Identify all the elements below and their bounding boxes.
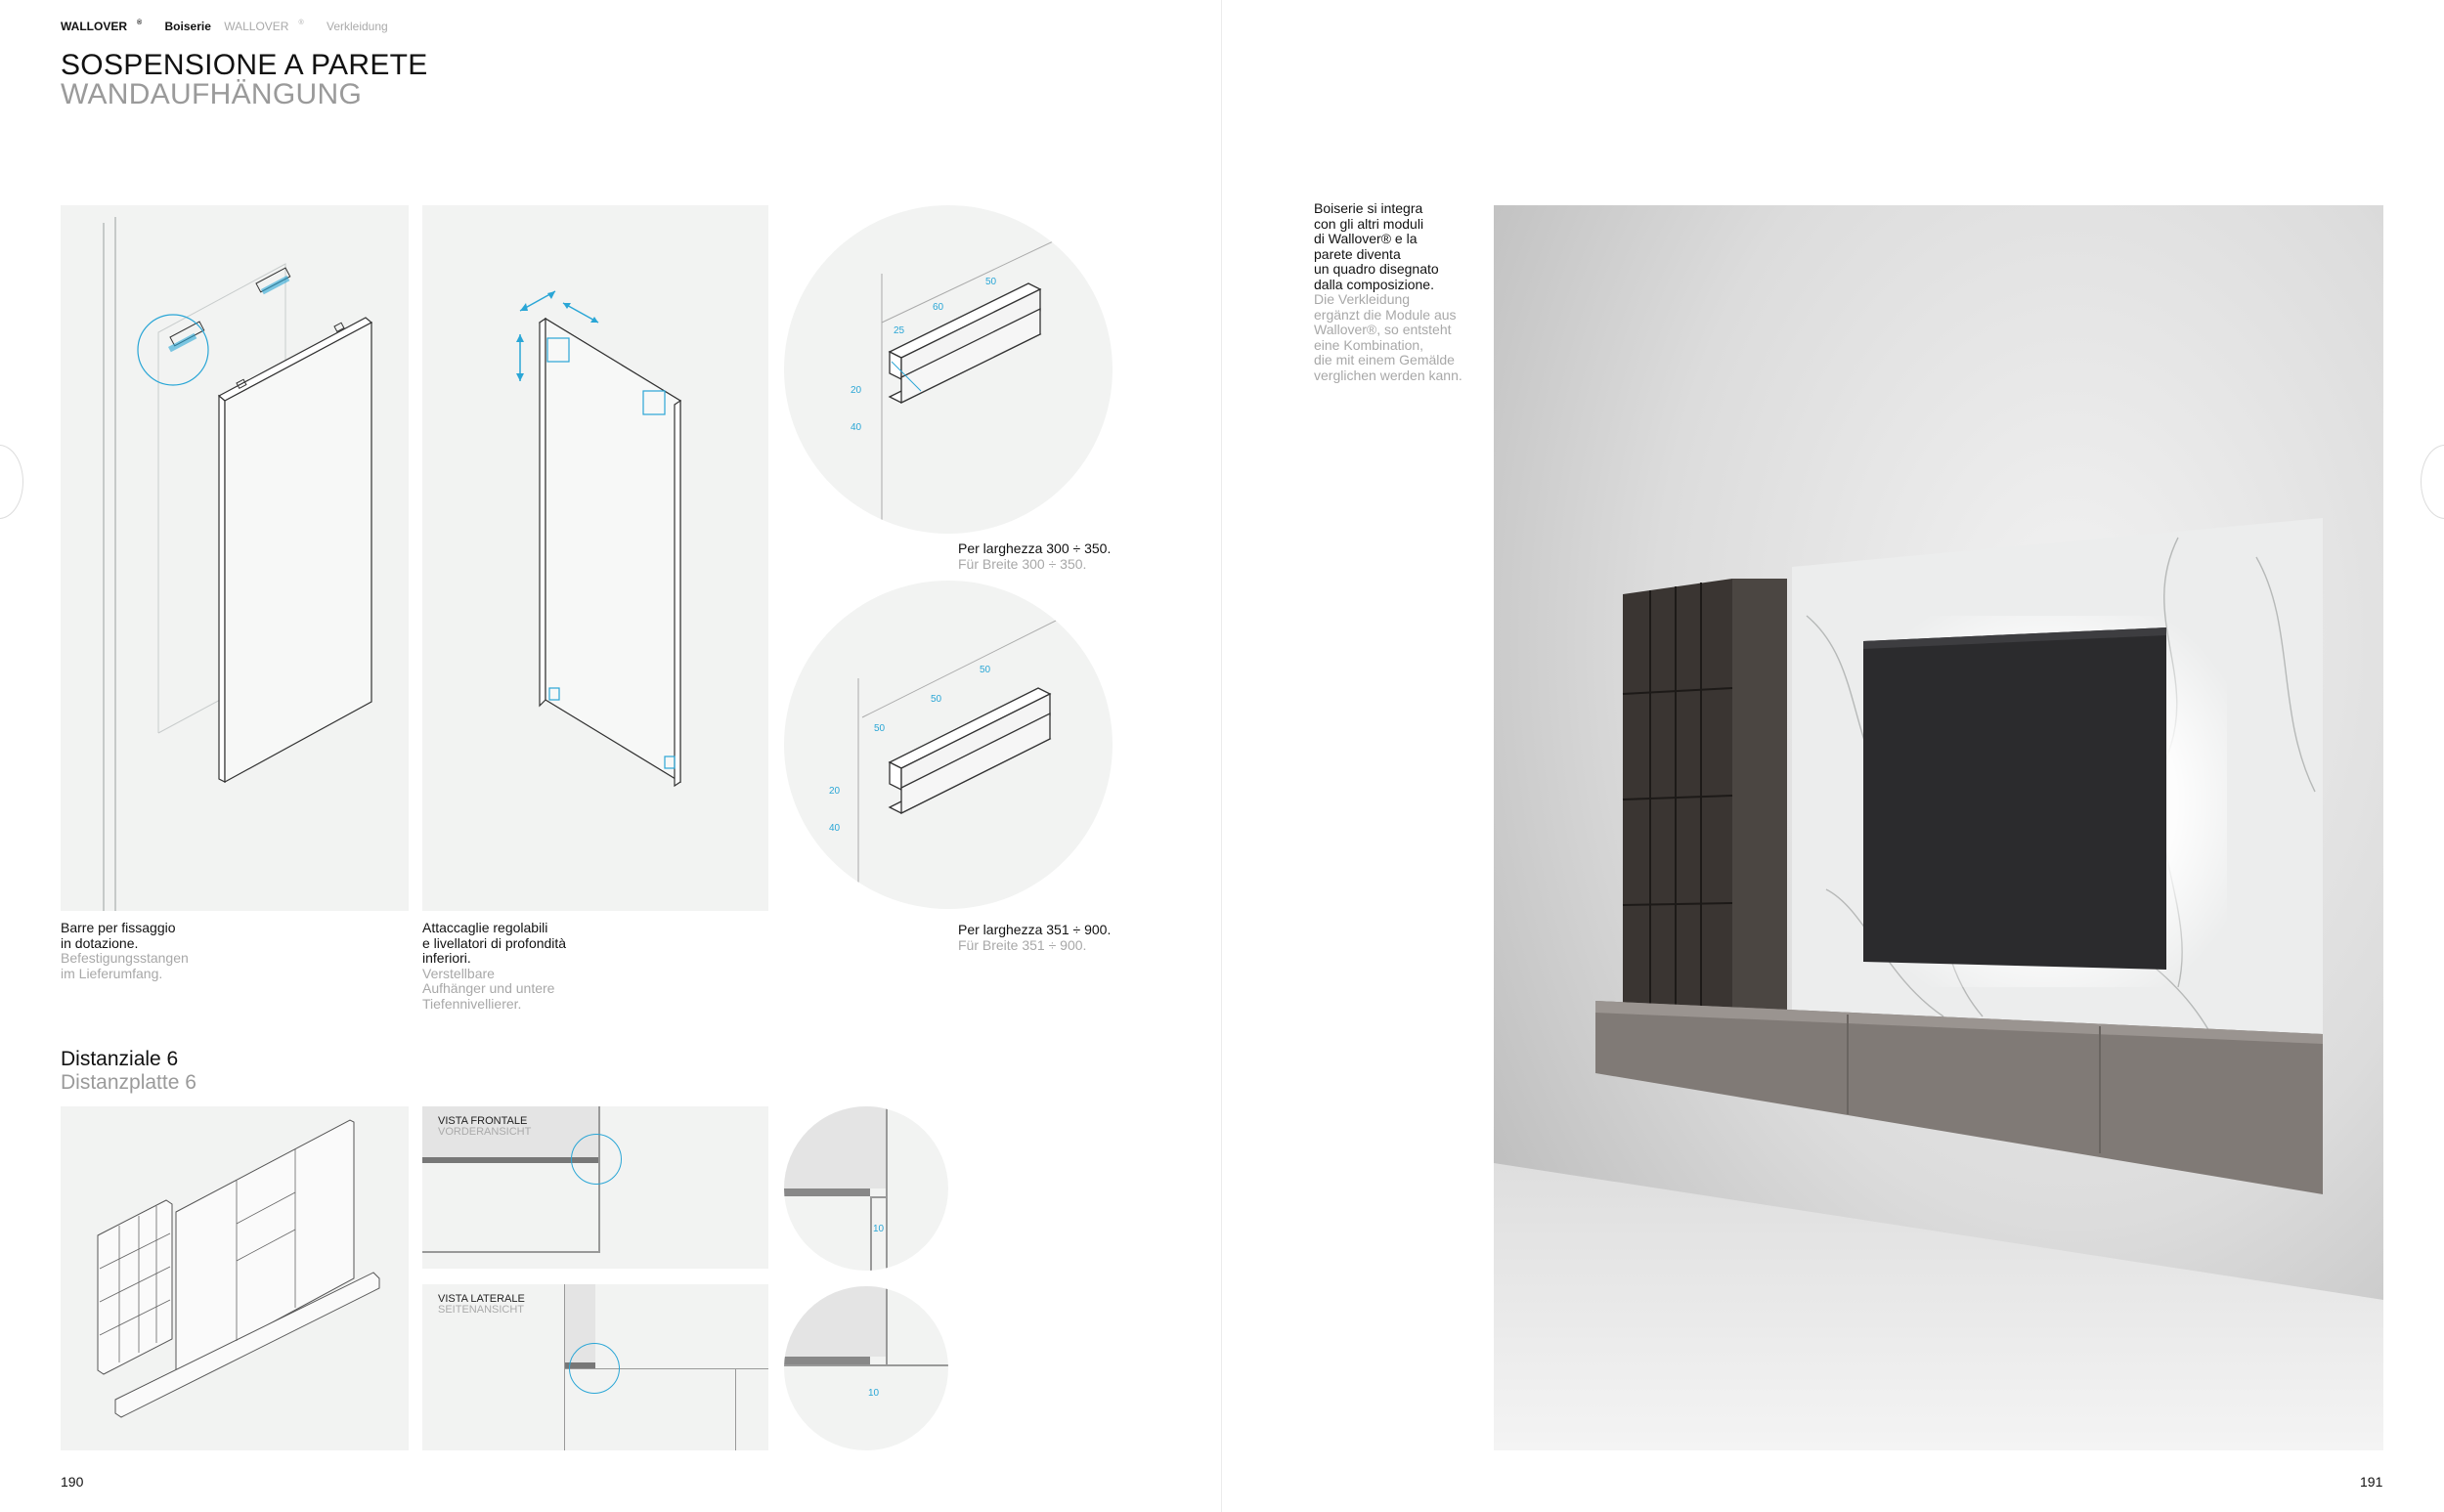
- page-number-right: 191: [2360, 1474, 2383, 1490]
- caption-width-351-900: Per larghezza 351 ÷ 900. Für Breite 351 ÷ 900.: [958, 922, 1112, 953]
- dim-label: 60: [933, 302, 944, 313]
- detail-side-spacer: [784, 1286, 948, 1450]
- breadcrumb: WALLOVER ® Boiserie WALLOVER ® Verkleidung: [61, 20, 388, 33]
- sidebar-description: Boiserie si integra con gli altri moduli di Wallover® e la parete diventa un quadro disegnato dalla composizione. Die Verkleidung ergänzt die Module aus Wallover®, so entsteht eine Kombination, die mit einem Gemälde verglichen werden kann.: [1314, 200, 1462, 383]
- dim-label: 25: [894, 325, 905, 336]
- dim-label: 50: [980, 665, 991, 675]
- detail-front-spacer: [784, 1106, 948, 1271]
- page-title-translation: WANDAUFHÄNGUNG: [61, 78, 363, 110]
- diagram-fixing-bars: [61, 205, 409, 911]
- caption-width-300-350: Per larghezza 300 ÷ 350. Für Breite 300 ÷ 350.: [958, 540, 1112, 572]
- dim-label: 50: [931, 694, 942, 705]
- brand-name-de: WALLOVER: [224, 20, 289, 33]
- previous-page-arrow-icon[interactable]: [0, 445, 23, 519]
- view-label-front: VISTA FRONTALE: [438, 1115, 528, 1127]
- dim-label: 10: [868, 1388, 880, 1399]
- caption-fixing-bars: Barre per fissaggio in dotazione. Befestigungsstangen im Lieferumfang.: [61, 920, 189, 981]
- product-photo: [1494, 205, 2383, 1450]
- brand-name: WALLOVER: [61, 20, 127, 33]
- section-title-translation: Distanzplatte 6: [61, 1071, 196, 1094]
- diagram-adjustable-hangers: [422, 205, 768, 911]
- view-label-side: VISTA LATERALE: [438, 1293, 525, 1305]
- dim-label: 50: [874, 723, 886, 734]
- page-title: SOSPENSIONE A PARETE: [61, 49, 428, 81]
- dim-label: 10: [873, 1224, 885, 1234]
- dim-label: 20: [829, 786, 841, 797]
- breadcrumb-item-boiserie[interactable]: Boiserie: [164, 20, 211, 33]
- dim-label: 40: [851, 422, 862, 433]
- dim-label: 50: [985, 277, 997, 287]
- page-gutter: [1221, 0, 1222, 1512]
- dim-label: 20: [851, 385, 862, 396]
- breadcrumb-item-verkleidung[interactable]: Verkleidung: [326, 20, 388, 33]
- section-title: Distanziale 6: [61, 1048, 179, 1070]
- next-page-arrow-icon[interactable]: [2421, 445, 2444, 519]
- diagram-front-view: VISTA FRONTALE VORDERANSICHT: [422, 1106, 768, 1269]
- dim-label: 40: [829, 823, 841, 834]
- detail-bar-profile-small: [784, 205, 1113, 534]
- page-number-left: 190: [61, 1474, 84, 1490]
- diagram-side-view: VISTA LATERALE SEITENANSICHT: [422, 1284, 768, 1450]
- detail-bar-profile-large: [784, 581, 1113, 909]
- caption-adjustable-hangers: Attaccaglie regolabili e livellatori di profondità inferiori. Verstellbare Aufhänger und untere Tiefennivellierer.: [422, 920, 567, 1012]
- diagram-composition-isometric: [61, 1106, 409, 1450]
